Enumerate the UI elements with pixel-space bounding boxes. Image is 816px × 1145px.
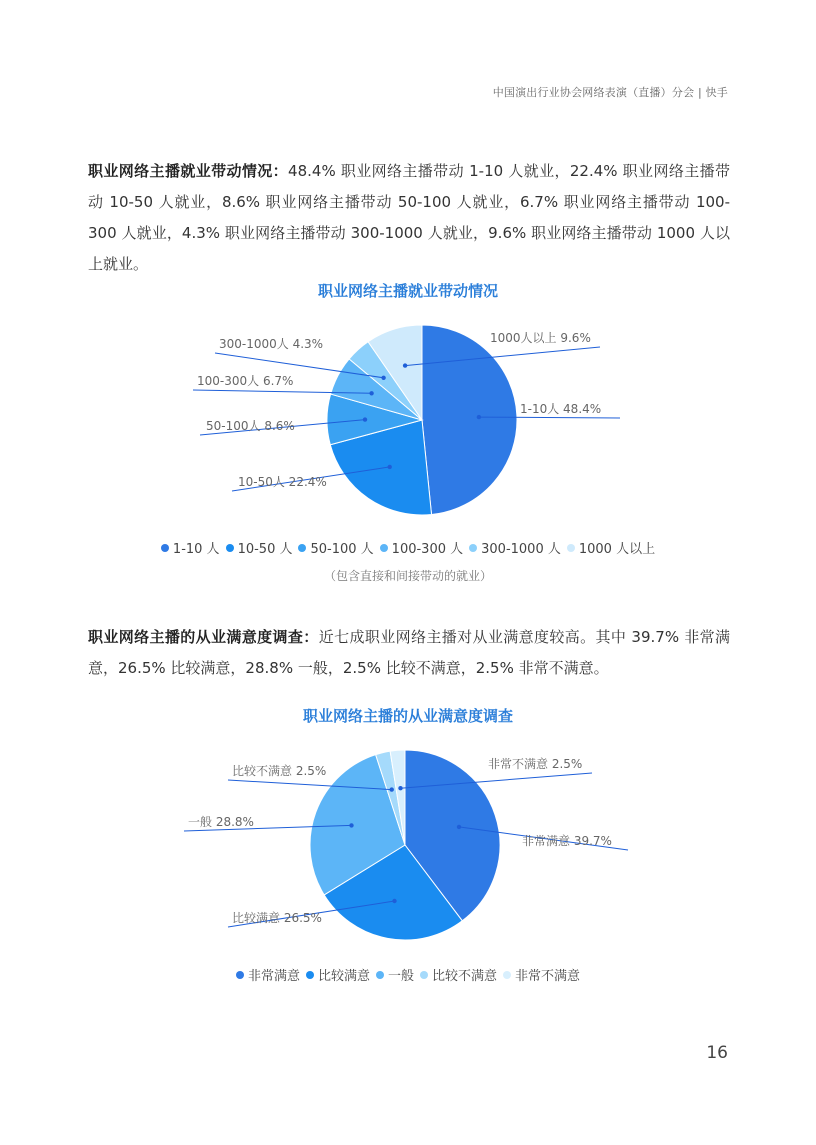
satisfaction-legend-label: 非常不满意	[515, 969, 581, 984]
employment-text: 48.4% 职业网络主播带动 1-10 人就业，22.4% 职业网络主播带动 10-50 人就业，8.6% 职业网络主播带动 50-100 人就业，6.7% 职业网络主播带动 100-300 人就业，4.3% 职业网络主播带动 300-1000 人就业，9.6% 职业网络主播带动 1000 人以上就业。	[88, 162, 730, 273]
employment-legend-label: 1-10 人	[172, 542, 220, 557]
page-number: 16	[706, 1043, 728, 1063]
employment-legend-label: 300-1000 人	[481, 542, 561, 557]
page-header: 中国演出行业协会网络表演（直播）分会 | 快手	[492, 86, 728, 99]
employment-slice-label: 50-100人 8.6%	[206, 419, 295, 433]
employment-legend-item	[161, 538, 220, 557]
employment-slice-label: 10-50人 22.4%	[238, 475, 327, 489]
employment-paragraph	[88, 156, 730, 280]
employment-legend-item	[298, 538, 373, 557]
employment-legend-item	[469, 538, 561, 557]
legend-dot-icon	[503, 971, 511, 979]
satisfaction-legend-item	[306, 965, 370, 984]
satisfaction-legend-item	[503, 965, 580, 984]
employment-legend-item	[567, 538, 655, 557]
satisfaction-legend-label: 比较不满意	[432, 969, 498, 984]
satisfaction-slice-label: 非常不满意 2.5%	[488, 757, 583, 771]
satisfaction-paragraph	[88, 622, 730, 684]
satisfaction-legend-item	[420, 965, 497, 984]
satisfaction-slice-label: 比较满意 26.5%	[232, 911, 322, 925]
employment-legend-label: 1000 人以上	[578, 542, 656, 557]
legend-dot-icon	[380, 544, 388, 552]
employment-pie-chart	[0, 300, 816, 530]
legend-dot-icon	[161, 544, 169, 552]
satisfaction-pie-chart	[0, 730, 816, 950]
satisfaction-slice-label: 一般 28.8%	[188, 815, 254, 829]
employment-chart-note: （包含直接和间接带动的就业）	[323, 569, 492, 583]
employment-legend-item	[226, 538, 293, 557]
satisfaction-text: 近七成职业网络主播对从业满意度较高。其中 39.7% 非常满意，26.5% 比较满意，28.8% 一般，2.5% 比较不满意，2.5% 非常不满意。	[88, 628, 730, 677]
employment-slice	[422, 325, 517, 515]
employment-legend-label: 50-100 人	[310, 542, 374, 557]
employment-lead: 职业网络主播就业带动情况：	[88, 162, 289, 180]
satisfaction-lead: 职业网络主播的从业满意度调查：	[88, 628, 319, 646]
employment-legend-item	[380, 538, 463, 557]
legend-dot-icon	[567, 544, 575, 552]
legend-dot-icon	[420, 971, 428, 979]
satisfaction-legend-label: 比较满意	[317, 969, 370, 984]
employment-chart-title: 职业网络主播就业带动情况	[317, 282, 498, 300]
employment-legend-label: 10-50 人	[237, 542, 293, 557]
satisfaction-slice-label: 比较不满意 2.5%	[232, 764, 327, 778]
employment-legend-label: 100-300 人	[391, 542, 464, 557]
satisfaction-legend-label: 非常满意	[247, 969, 300, 984]
satisfaction-chart-title: 职业网络主播的从业满意度调查	[302, 707, 513, 725]
satisfaction-slice-label: 非常满意 39.7%	[522, 834, 612, 848]
legend-dot-icon	[306, 971, 314, 979]
employment-slice-label: 100-300人 6.7%	[197, 374, 294, 388]
satisfaction-legend	[0, 965, 816, 984]
legend-dot-icon	[226, 544, 234, 552]
employment-slice-label: 300-1000人 4.3%	[219, 337, 324, 351]
legend-dot-icon	[376, 971, 384, 979]
employment-slice-label: 1000人以上 9.6%	[490, 331, 591, 345]
legend-dot-icon	[298, 544, 306, 552]
satisfaction-legend-item	[376, 965, 414, 984]
employment-slice-label: 1-10人 48.4%	[520, 402, 602, 416]
employment-legend	[0, 538, 816, 557]
legend-dot-icon	[469, 544, 477, 552]
satisfaction-legend-item	[236, 965, 300, 984]
satisfaction-legend-label: 一般	[387, 969, 414, 984]
legend-dot-icon	[236, 971, 244, 979]
